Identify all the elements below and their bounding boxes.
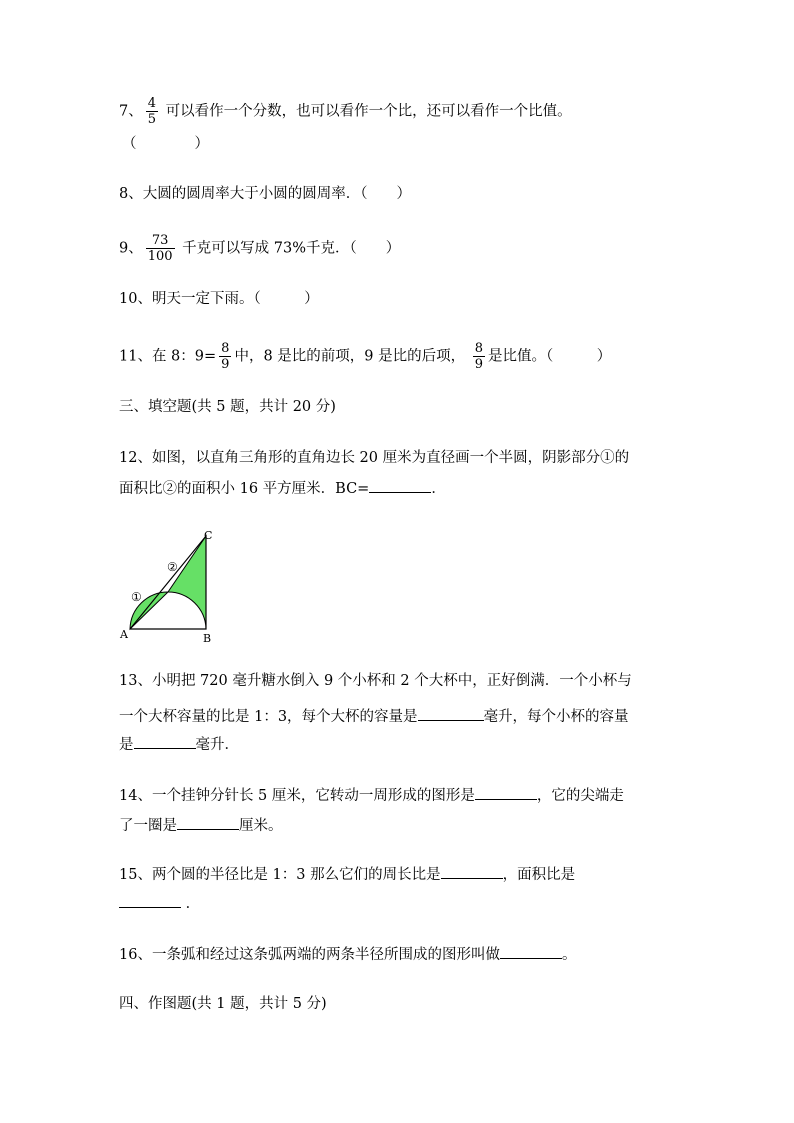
q13-answer-blank-1[interactable] — [418, 706, 484, 721]
question-11 — [119, 342, 611, 371]
question-9 — [119, 234, 400, 263]
q13-line-2: 一个大杯容量的比是 1：3，每个大杯的容量是 毫升，每个小杯的容量 — [119, 706, 629, 727]
label-c: C — [204, 529, 213, 542]
q9-number: 9、 — [119, 240, 143, 257]
q9-fraction: $\frac{73}{100}$ — [147, 233, 173, 264]
q12-line-2: 面积比②的面积小 16 平方厘米．BC= ． — [119, 478, 446, 499]
q12-answer-blank[interactable] — [369, 478, 431, 493]
q11-suffix: 是比值。（ ） — [488, 348, 612, 365]
label-region-2: ② — [167, 560, 178, 574]
q15-line-2: ． — [119, 893, 200, 914]
label-b: B — [203, 632, 212, 645]
question-8: 8、大圆的圆周率大于小圆的圆周率．（ ） — [119, 186, 411, 202]
q15-answer-blank-1[interactable] — [441, 864, 503, 879]
section-3-title: 三、填空题(共 5 题，共计 20 分) — [119, 399, 336, 415]
q7-answer-paren[interactable]: （ ） — [122, 136, 209, 152]
question-16: 16、一条弧和经过这条弧两端的两条半径所围成的图形叫做 。 — [119, 944, 576, 965]
q7-fraction: $\frac{4}{5}$ — [147, 96, 157, 127]
q14-line-2: 了一圈是 厘米。 — [119, 815, 283, 836]
question-10: 10、明天一定下雨。（ ） — [119, 291, 319, 307]
q12-line-1: 12、如图，以直角三角形的直角边长 20 厘米为直径画一个半圆，阴影部分①的 — [119, 450, 630, 466]
question-7 — [119, 97, 572, 126]
q14-answer-blank-2[interactable] — [177, 815, 239, 830]
q15-line-1: 15、两个圆的半径比是 1：3 那么它们的周长比是 ，面积比是 — [119, 864, 575, 885]
label-region-1: ① — [131, 590, 142, 604]
q7-number: 7、 — [119, 103, 143, 120]
shaded-region-2 — [168, 536, 206, 629]
q13-line-1: 13、小明把 720 毫升糖水倒入 9 个小杯和 2 个大杯中，正好倒满．一个小杯与 — [119, 673, 632, 689]
q13-line-3: 是 毫升． — [119, 734, 239, 755]
section-4-title: 四、作图题(共 1 题，共计 5 分) — [119, 996, 327, 1012]
q11-mid: 中，8 是比的前项，9 是比的后项， — [234, 348, 466, 365]
q7-text: 可以看作一个分数，也可以看作一个比，还可以看作一个比值。 — [165, 103, 572, 120]
q13-answer-blank-2[interactable] — [134, 734, 196, 749]
q14-line-1: 14、一个挂钟分针长 5 厘米，它转动一周形成的图形是 ，它的尖端走 — [119, 785, 624, 806]
q12-figure — [116, 528, 226, 646]
q14-answer-blank-1[interactable] — [475, 785, 537, 800]
q15-answer-blank-2[interactable] — [119, 893, 181, 908]
q11-fraction-2: $\frac{8}{9}$ — [474, 341, 484, 372]
q9-text: 千克可以写成 73%千克．（ ） — [182, 240, 401, 257]
q11-prefix: 11、在 8：9= — [119, 348, 217, 365]
label-a: A — [120, 628, 128, 641]
q16-answer-blank[interactable] — [500, 944, 562, 959]
q11-fraction-1: $\frac{8}{9}$ — [221, 341, 230, 372]
